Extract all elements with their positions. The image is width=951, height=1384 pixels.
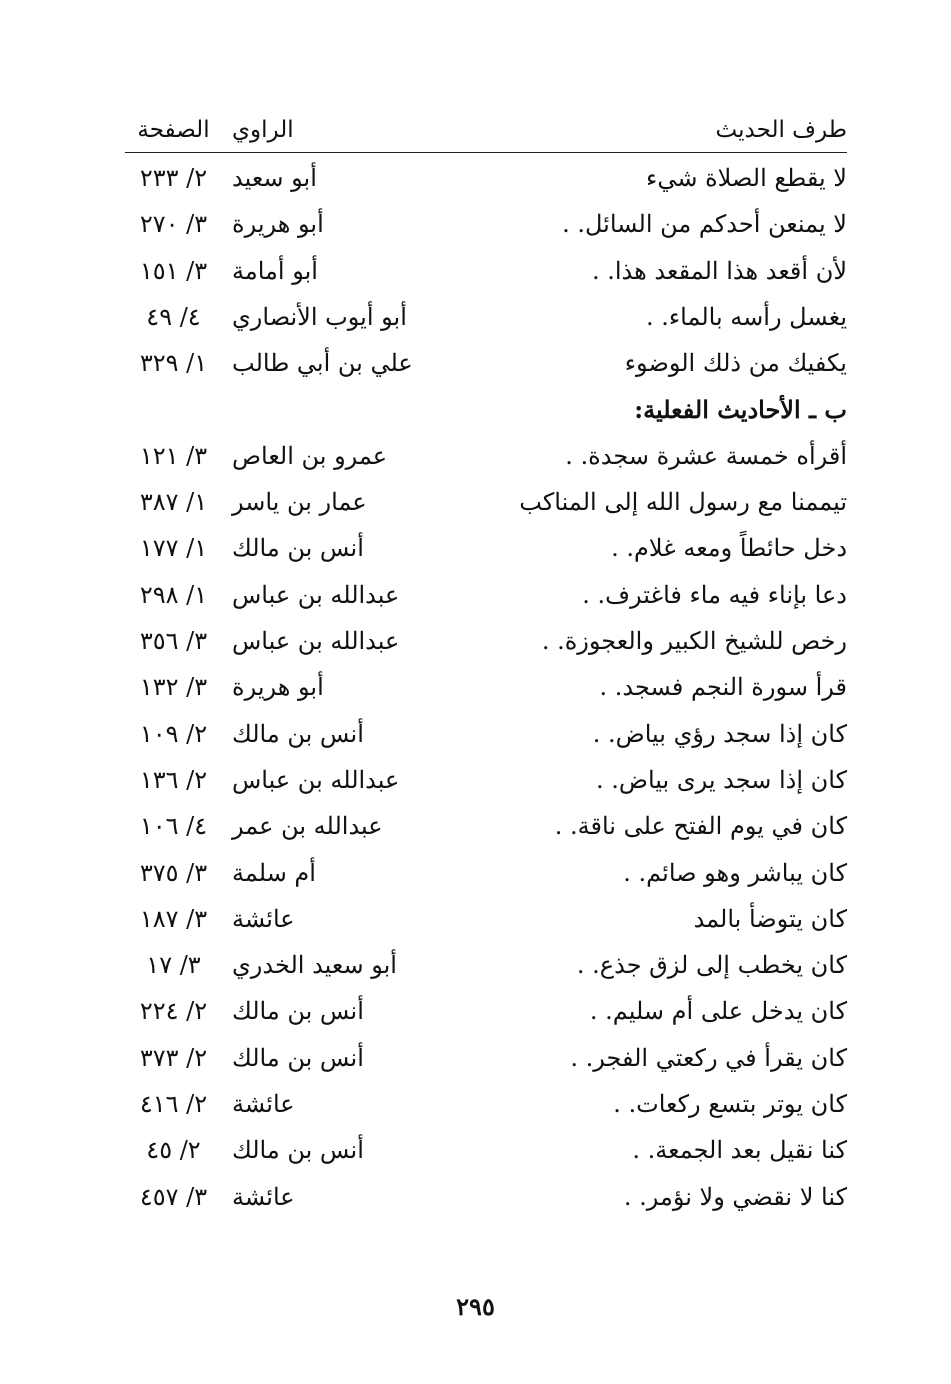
rawi-cell: أبو سعيد الخدري: [232, 951, 397, 980]
hadith-cell: كان يوتر بتسع ركعات. .: [613, 1090, 847, 1118]
rawi-cell: أبو أمامة: [232, 256, 318, 285]
rawi-cell: أنس بن مالك: [232, 719, 364, 748]
header-hadith: طرف الحديث: [715, 117, 847, 143]
rawi-cell: أبو سعيد: [232, 164, 317, 192]
page-number: ٢٩٥: [456, 1292, 495, 1321]
rawi-cell: أنس بن مالك: [232, 1136, 364, 1165]
hadith-cell: كان في يوم الفتح على ناقة. .: [554, 812, 847, 841]
page-ref-cell: ٢/ ١٣٦: [139, 765, 208, 794]
hadith-cell: كنا لا نقضي ولا نؤمر. .: [623, 1182, 847, 1211]
hadith-cell: كنا نقيل بعد الجمعة. .: [632, 1136, 847, 1165]
page-ref-cell: ٣/ ٢٧٠: [139, 210, 208, 239]
rawi-cell: أنس بن مالك: [232, 997, 364, 1026]
page-ref-cell: ٤/ ١٠٦: [139, 812, 208, 841]
rawi-cell: أنس بن مالك: [232, 534, 364, 563]
hadith-cell: كان إذا سجد رؤي بياض. .: [592, 719, 847, 748]
rawi-cell: عبدالله بن عباس: [232, 627, 400, 655]
page-ref-cell: ٢/ ٤٥: [146, 1136, 201, 1165]
rawi-cell: عبدالله بن عباس: [232, 765, 400, 794]
hadith-cell: ب ـ الأحاديث الفعلية:: [634, 394, 847, 424]
hadith-cell: لا يمنعن أحدكم من السائل. .: [562, 210, 847, 239]
page-ref-cell: ٣/ ١٨٧: [139, 904, 208, 933]
hadith-cell: كان يخطب إلى لزق جذع. .: [576, 951, 847, 980]
page-ref-cell: ٣/ ١٥١: [139, 256, 208, 285]
rawi-cell: علي بن أبي طالب: [232, 349, 413, 378]
page-ref-cell: ٣/ ١٣٢: [139, 673, 208, 702]
table-header: [125, 112, 847, 153]
page-ref-cell: ١/ ٣٢٩: [139, 349, 208, 378]
hadith-cell: أقرأه خمسة عشرة سجدة. .: [565, 441, 847, 470]
rawi-cell: عبدالله بن عباس: [232, 580, 400, 609]
page-ref-cell: ٢/ ٢٢٤: [139, 997, 208, 1026]
page-ref-cell: ٢/ ٢٣٣: [139, 164, 208, 192]
rawi-cell: عبدالله بن عمر: [232, 812, 383, 841]
hadith-cell: كان يتوضأ بالمد: [693, 904, 847, 933]
hadith-cell: تيممنا مع رسول الله إلى المناكب: [519, 488, 847, 517]
rawi-cell: عمرو بن العاص: [232, 441, 388, 470]
hadith-cell: كان يدخل على أم سليم. .: [589, 997, 847, 1026]
page-ref-cell: ٢/ ١٠٩: [139, 719, 208, 748]
page-ref-cell: ٣/ ٣٥٦: [139, 627, 208, 655]
rawi-cell: أنس بن مالك: [232, 1043, 364, 1072]
rawi-cell: أبو هريرة: [232, 673, 324, 702]
page-ref-cell: ٢/ ٣٧٣: [139, 1043, 208, 1072]
hadith-cell: لا يقطع الصلاة شيء: [646, 164, 847, 192]
page-ref-cell: ١/ ٢٩٨: [139, 580, 208, 609]
page-ref-cell: ٤/ ٤٩: [146, 302, 201, 331]
hadith-cell: رخص للشيخ الكبير والعجوزة. .: [541, 627, 847, 655]
hadith-cell: دعا بإناء فيه ماء فاغترف. .: [582, 580, 847, 609]
page-ref-cell: ٣/ ٤٥٧: [139, 1182, 208, 1211]
hadith-cell: كان يباشر وهو صائم. .: [623, 858, 847, 887]
header-page: الصفحة: [137, 117, 210, 143]
rawi-cell: أبو هريرة: [232, 210, 324, 239]
rawi-cell: أبو أيوب الأنصاري: [232, 302, 407, 331]
header-rawi: الراوي: [232, 117, 294, 143]
page-ref-cell: ٣/ ١٧: [146, 951, 201, 980]
page-ref-cell: ١/ ١٧٧: [139, 534, 208, 563]
rawi-cell: عائشة: [232, 1182, 295, 1211]
rawi-cell: عائشة: [232, 904, 295, 933]
rawi-cell: عمار بن ياسر: [232, 488, 367, 517]
rawi-cell: أم سلمة: [232, 858, 316, 887]
page-ref-cell: ٣/ ٣٧٥: [139, 858, 208, 887]
page-ref-cell: ١/ ٣٨٧: [139, 488, 208, 517]
hadith-cell: قرأ سورة النجم فسجد. .: [599, 673, 847, 702]
hadith-cell: يغسل رأسه بالماء. .: [646, 302, 847, 331]
hadith-cell: كان يقرأ في ركعتي الفجر. .: [570, 1043, 847, 1072]
hadith-cell: دخل حائطاً ومعه غلام. .: [611, 534, 847, 563]
hadith-cell: كان إذا سجد يرى بياض. .: [596, 765, 847, 794]
page-ref-cell: ٣/ ١٢١: [139, 441, 208, 470]
hadith-cell: يكفيك من ذلك الوضوء: [624, 349, 847, 378]
rawi-cell: عائشة: [232, 1090, 295, 1118]
hadith-cell: لأن أقعد هذا المقعد هذا. .: [591, 256, 847, 285]
page-ref-cell: ٢/ ٤١٦: [139, 1090, 208, 1118]
